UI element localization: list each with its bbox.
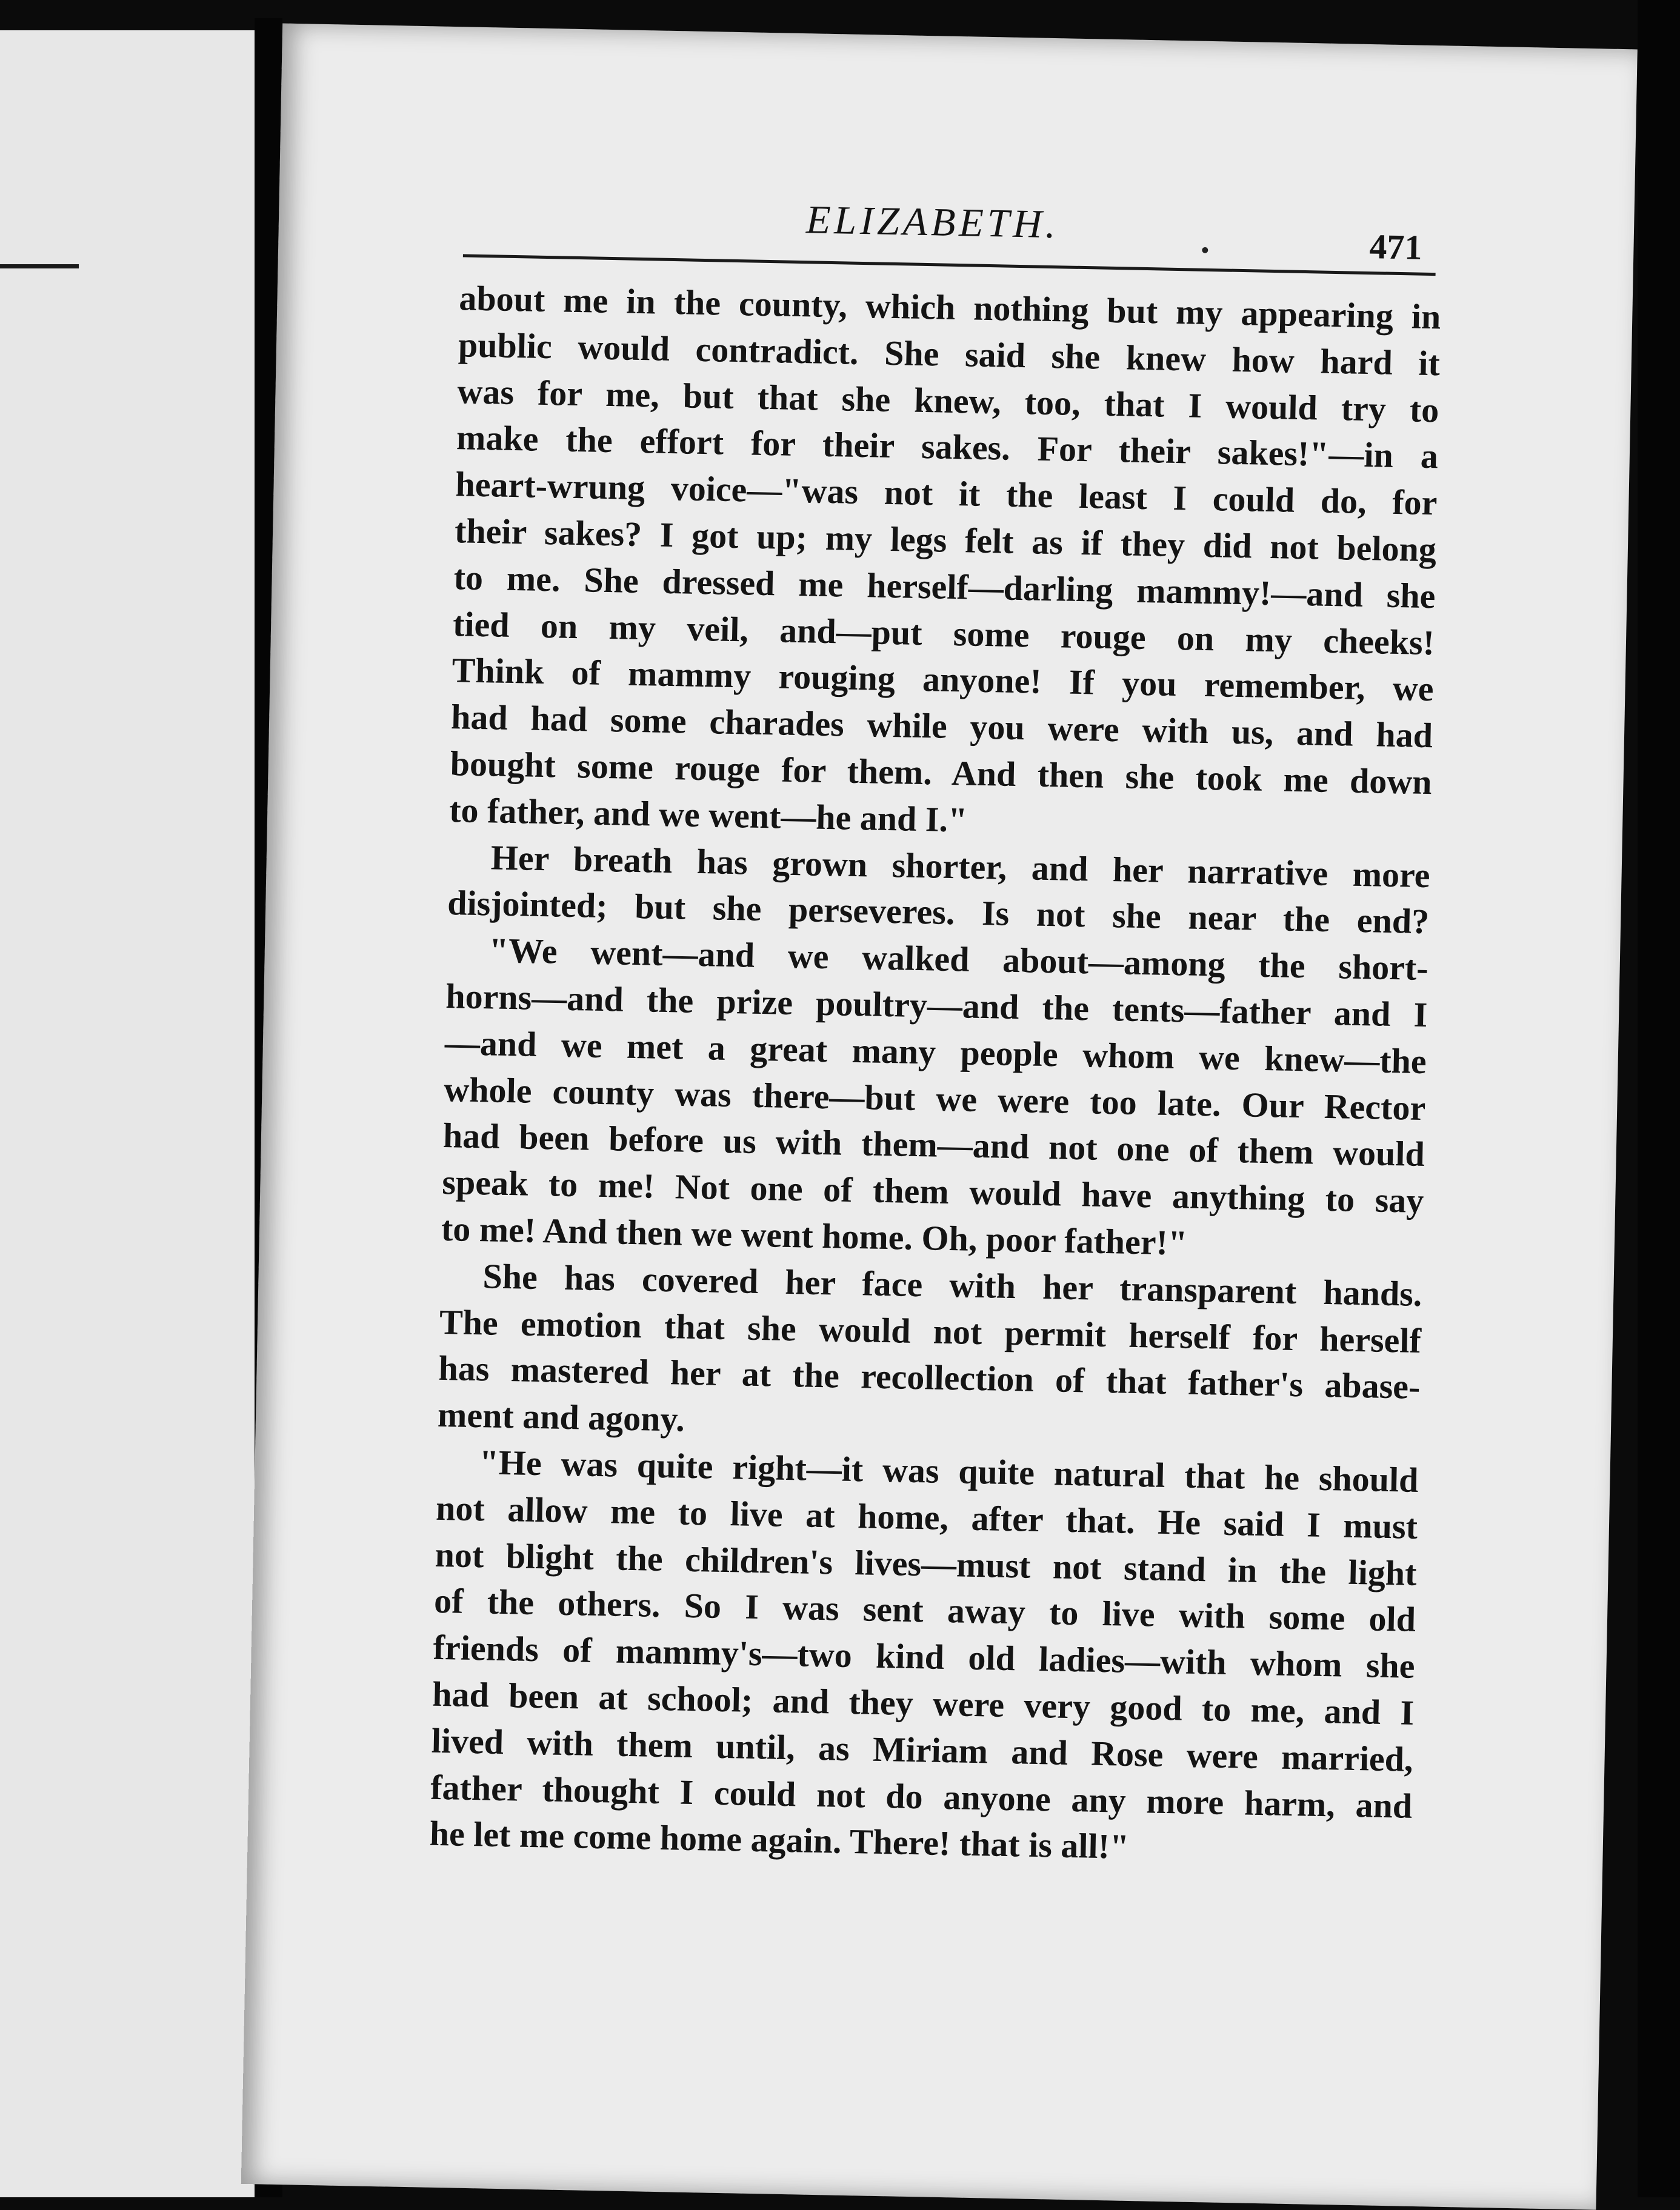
text-line: disjointed; but she perseveres. Is not she near the end? [447, 883, 1430, 942]
scan-border [1638, 0, 1680, 2197]
text-line: about me in the county, which nothing but my appearing in [458, 278, 1441, 337]
page-number: 471 [1368, 227, 1423, 267]
text-line: has mastered her at the recollection of that father's abase- [438, 1348, 1421, 1407]
header-dot [1202, 247, 1208, 253]
text-line: whole county was there—but we were too late. Our Rector [443, 1069, 1426, 1128]
text-line: "He was quite right—it was quite natural that he should [479, 1442, 1419, 1500]
text-line: to me! And then we went home. Oh, poor father!" [441, 1208, 1188, 1263]
text-line: —and we met a great many people whom we knew—the [444, 1022, 1427, 1081]
text-line: bought some rouge for them. And then she took me down [450, 744, 1433, 802]
text-line: speak to me! Not one of them would have anything to say [441, 1162, 1424, 1221]
running-head: ELIZABETH. [805, 198, 1060, 247]
text-line: She has covered her face with her transparent hands. [482, 1256, 1422, 1314]
text-line: The emotion that she would not permit herself for herself [439, 1302, 1422, 1360]
text-line: tied on my veil, and—put some rouge on my cheeks! [452, 604, 1435, 662]
text-line: of the others. So I was sent away to live with some old [433, 1581, 1416, 1640]
text-line: horns—and the prize poultry—and the tents—father and I [445, 976, 1428, 1035]
text-line: public would contradict. She said she knew how hard it [458, 325, 1441, 384]
text-line: had been at school; and they were very good to me, and I [432, 1674, 1415, 1732]
text-line: not blight the children's lives—must not stand in the light [435, 1534, 1418, 1593]
text-line: Think of mammy rouging anyone! If you remember, we [452, 650, 1435, 709]
previous-page-edge [0, 30, 255, 2197]
previous-page-rule [0, 264, 79, 268]
text-line: lived with them until, as Miriam and Rose were married, [431, 1720, 1414, 1779]
text-line: friends of mammy's—two kind old ladies—with whom she [433, 1627, 1416, 1686]
body-text [429, 275, 1441, 1876]
text-line: had had some charades while you were with us, and had [450, 697, 1433, 756]
text-line: make the effort for their sakes. For their sakes!"—in a [456, 418, 1439, 476]
text-line: Her breath has grown shorter, and her narrative more [490, 837, 1431, 895]
header-rule [463, 254, 1436, 276]
text-line: to me. She dressed me herself—darling mammy!—and she [453, 557, 1436, 616]
book-page [241, 24, 1638, 2210]
text-line: ment and agony. [437, 1395, 685, 1439]
text-line: was for me, but that she knew, too, that I would try to [456, 371, 1439, 430]
text-line: father thought I could not do anyone any more harm, and [430, 1767, 1413, 1826]
text-line: their sakes? I got up; my legs felt as if they did not belong [454, 511, 1437, 570]
text-line: he let me come home again. There! that is all!" [429, 1814, 1130, 1867]
text-line: had been before us with them—and not one of them would [442, 1116, 1425, 1174]
text-line: to father, and we went—he and I." [448, 790, 968, 840]
text-line: not allow me to live at home, after that. He said I must [435, 1488, 1418, 1546]
text-line: heart-wrung voice—"was not it the least I could do, for [455, 464, 1438, 523]
text-line: "We went—and we walked about—among the short- [488, 930, 1429, 988]
